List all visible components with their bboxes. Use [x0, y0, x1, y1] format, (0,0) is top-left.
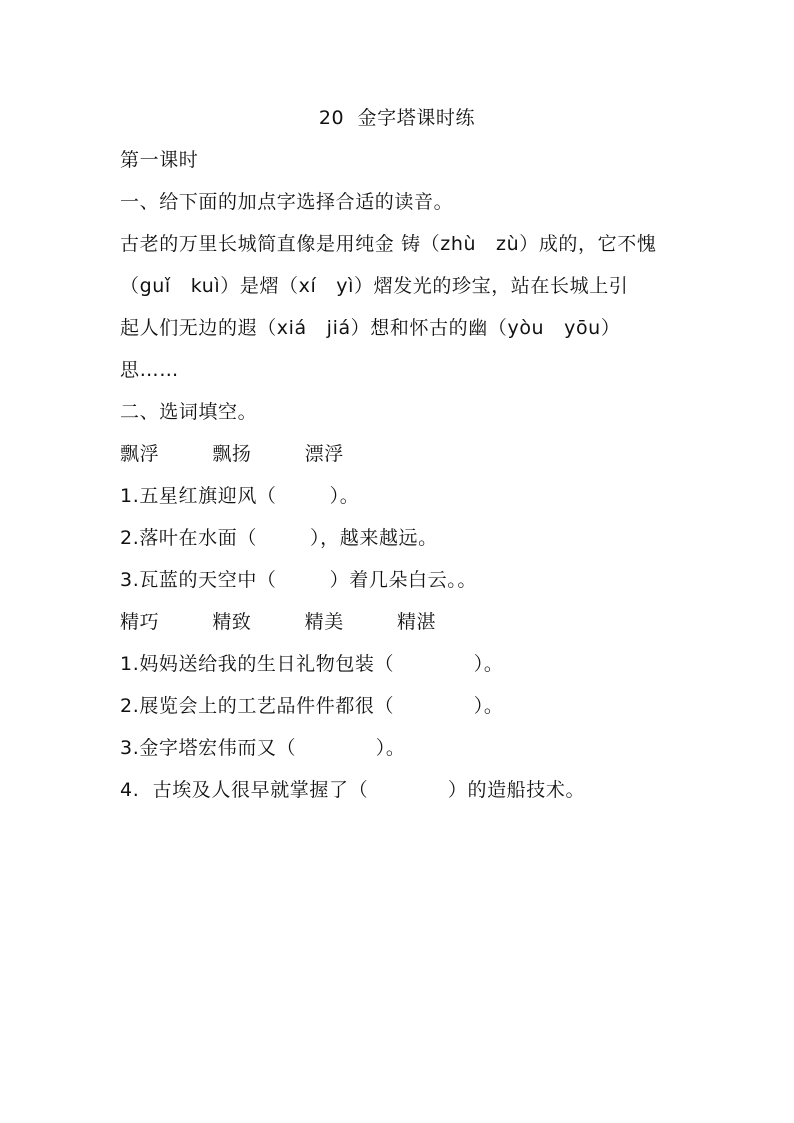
- page-title: 20 金字塔课时练: [318, 107, 476, 129]
- fill-blank-item: 3.瓦蓝的天空中（ ）着几朵白云。。: [120, 569, 477, 591]
- fill-blank-item: 2.落叶在水面（ ），越来越远。: [120, 527, 438, 549]
- fill-blank-item: 2.展览会上的工艺品件件都很（ ）。: [120, 695, 504, 717]
- section1-passage-line: 古老的万里长城简直像是用纯金 铸（zhù zù）成的，它不愧: [120, 233, 657, 255]
- fill-blank-item: 4. 古埃及人很早就掌握了（ ）的造船技术。: [120, 779, 586, 801]
- fill-blank-item: 1.五星红旗迎风（ ）。: [120, 485, 360, 507]
- section1-passage-line: 起人们无边的遐（xiá jiá）想和怀古的幽（yòu yōu）: [120, 317, 621, 339]
- section1-passage-line: 思……: [120, 359, 179, 381]
- word-choices-group2: 精巧 精致 精美 精湛: [120, 611, 437, 633]
- lesson-label: 第一课时: [120, 149, 199, 171]
- word-choices-group1: 飘浮 飘扬 漂浮: [120, 443, 344, 465]
- fill-blank-item: 3.金字塔宏伟而又（ ）。: [120, 737, 406, 759]
- section1-heading: 一、给下面的加点字选择合适的读音。: [120, 191, 454, 213]
- section1-passage-line: （guǐ kuì）是熠（xí yì）熠发光的珍宝，站在长城上引: [120, 275, 629, 297]
- section2-heading: 二、选词填空。: [120, 401, 258, 423]
- fill-blank-item: 1.妈妈送给我的生日礼物包装（ ）。: [120, 653, 504, 675]
